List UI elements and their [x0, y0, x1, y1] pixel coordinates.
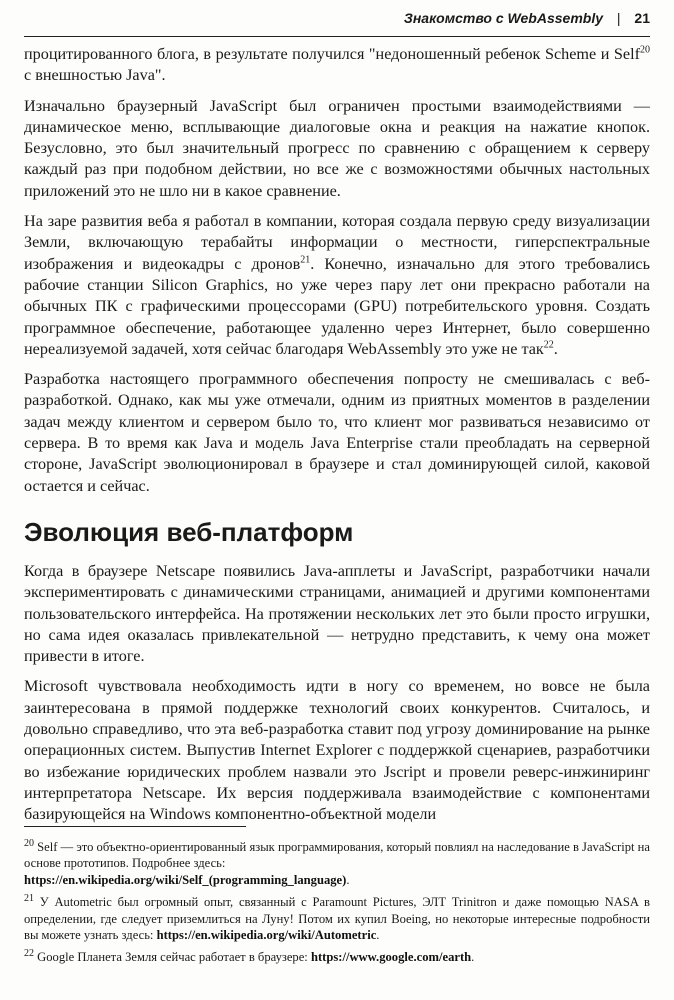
- footnote-link[interactable]: https://www.google.com/earth: [310, 950, 472, 965]
- paragraph-3: На заре развития веба я работал в компании, которая создала первую среду визуализации Земли, включающую терабайты информации о местности, гиперспектральные изображения и видеокадры с дронов$^{21}$. Конечно, изначально для этого требовались рабочие станции Silicon Graphics, но уже через пару лет они прекрасно работали на обычных ПК с графическими процессорами (GPU) потребительского уровня. Создать программное обеспечение, работающее удаленно через Интернет, было совершенно нереализуемой задачей, хотя сейчас благодаря WebAssembly это уже не так$^{22}$.: [24, 212, 650, 358]
- footnote-number: 20: [24, 837, 34, 849]
- page-number: 21: [634, 10, 650, 26]
- header-separator: |: [616, 10, 621, 26]
- footnotes: [24, 826, 650, 972]
- footnote-22: $^{22}$ Google Планета Земля сейчас работает в браузере: https://www.google.com/earth.: [24, 948, 475, 965]
- running-header: [24, 10, 650, 37]
- footnote-ref-22[interactable]: 22: [543, 339, 554, 351]
- footnote-ref-21[interactable]: 21: [300, 254, 311, 266]
- footnote-link[interactable]: https://en.wikipedia.org/wiki/Self_(programming_language): [24, 872, 347, 887]
- footnote-number: 22: [24, 948, 34, 960]
- footnote-ref-20[interactable]: 20: [640, 44, 650, 56]
- footnote-number: 21: [24, 893, 34, 905]
- chapter-title: Знакомство с WebAssembly: [403, 10, 603, 26]
- paragraph-5: Когда в браузере Netscape появились Java-апплеты и JavaScript, разработчики начали экспериментировать с динамическими страницами, анимацией и другими компонентами пользовательского интерфейса. На протяжении нескольких лет это были просто игрушки, но сама идея оказалась привлекательной — нетрудно представить, к чему она может привести в итоге.: [24, 561, 650, 666]
- paragraph-2: Изначально браузерный JavaScript был ограничен простыми взаимодействиями — динамическое меню, всплывающие диалоговые окна и реакция на нажатие кнопок. Безусловно, это был значительный прогресс по сравнению с обращением к серверу каждый раз при подобном действии, но все же с возможностями обычных настольных приложений это не шло ни в какое сравнение.: [24, 96, 650, 200]
- main-text: [24, 44, 650, 835]
- footnote-link[interactable]: https://en.wikipedia.org/wiki/Autometric: [156, 928, 377, 943]
- paragraph-4: Разработка настоящего программного обеспечения попросту не смешивалась с веб-разработкой. Однако, как мы уже отмечали, одним из приятных моментов в разделении задач между клиентом и сервером было то, что клиент мог развиваться независимо от сервера. В то время как Java и модель Java Enterprise стали преобладать на серверной стороне, JavaScript эволюционировал в браузере и стал доминирующей силой, каковой остается и сейчас.: [24, 370, 650, 495]
- paragraph-6: Microsoft чувствовала необходимость идти в ногу со временем, но вовсе не была заинтересована в прямой поддержке технологий своих конкурентов. Считалось, и довольно справедливо, что эта веб-разработка ставит под угрозу доминирование на рынке операционных систем. Выпустив Internet Explorer с поддержкой сценариев, разработчики во избежание юридических проблем назвали это Jscript и провели реверс-инжиниринг интерпретатора Netscape. Их версия поддерживала взаимодействие с компонентами базирующейся на Windows компонентно-объектной модели: [24, 677, 650, 824]
- footnote-21: $^{21}$ У Autometric был огромный опыт, связанный с Paramount Pictures, ЭЛТ Trinitron и даже помощью NASA в определении, где следует приземлиться на Луну! Потом их купил Boeing, но некоторые интересные подробности вы можете узнать здесь: https://en.wikipedia.org/wiki/Autometric.: [24, 893, 650, 943]
- section-heading: Эволюция веб-платформ: [24, 516, 354, 547]
- footnote-divider: [24, 826, 246, 827]
- paragraph-1: процитированного блога, в результате получился "недоношенный ребенок Scheme и Self$^{20}$ с внешностью Java".: [24, 44, 650, 85]
- footnote-20: $^{20}$ Self — это объектно-ориентированный язык программирования, который повлиял на наследование в JavaScript на основе прототипов. Подробнее здесь: https://en.wikipedia.org/wiki/Self_(programming_language).: [24, 837, 650, 887]
